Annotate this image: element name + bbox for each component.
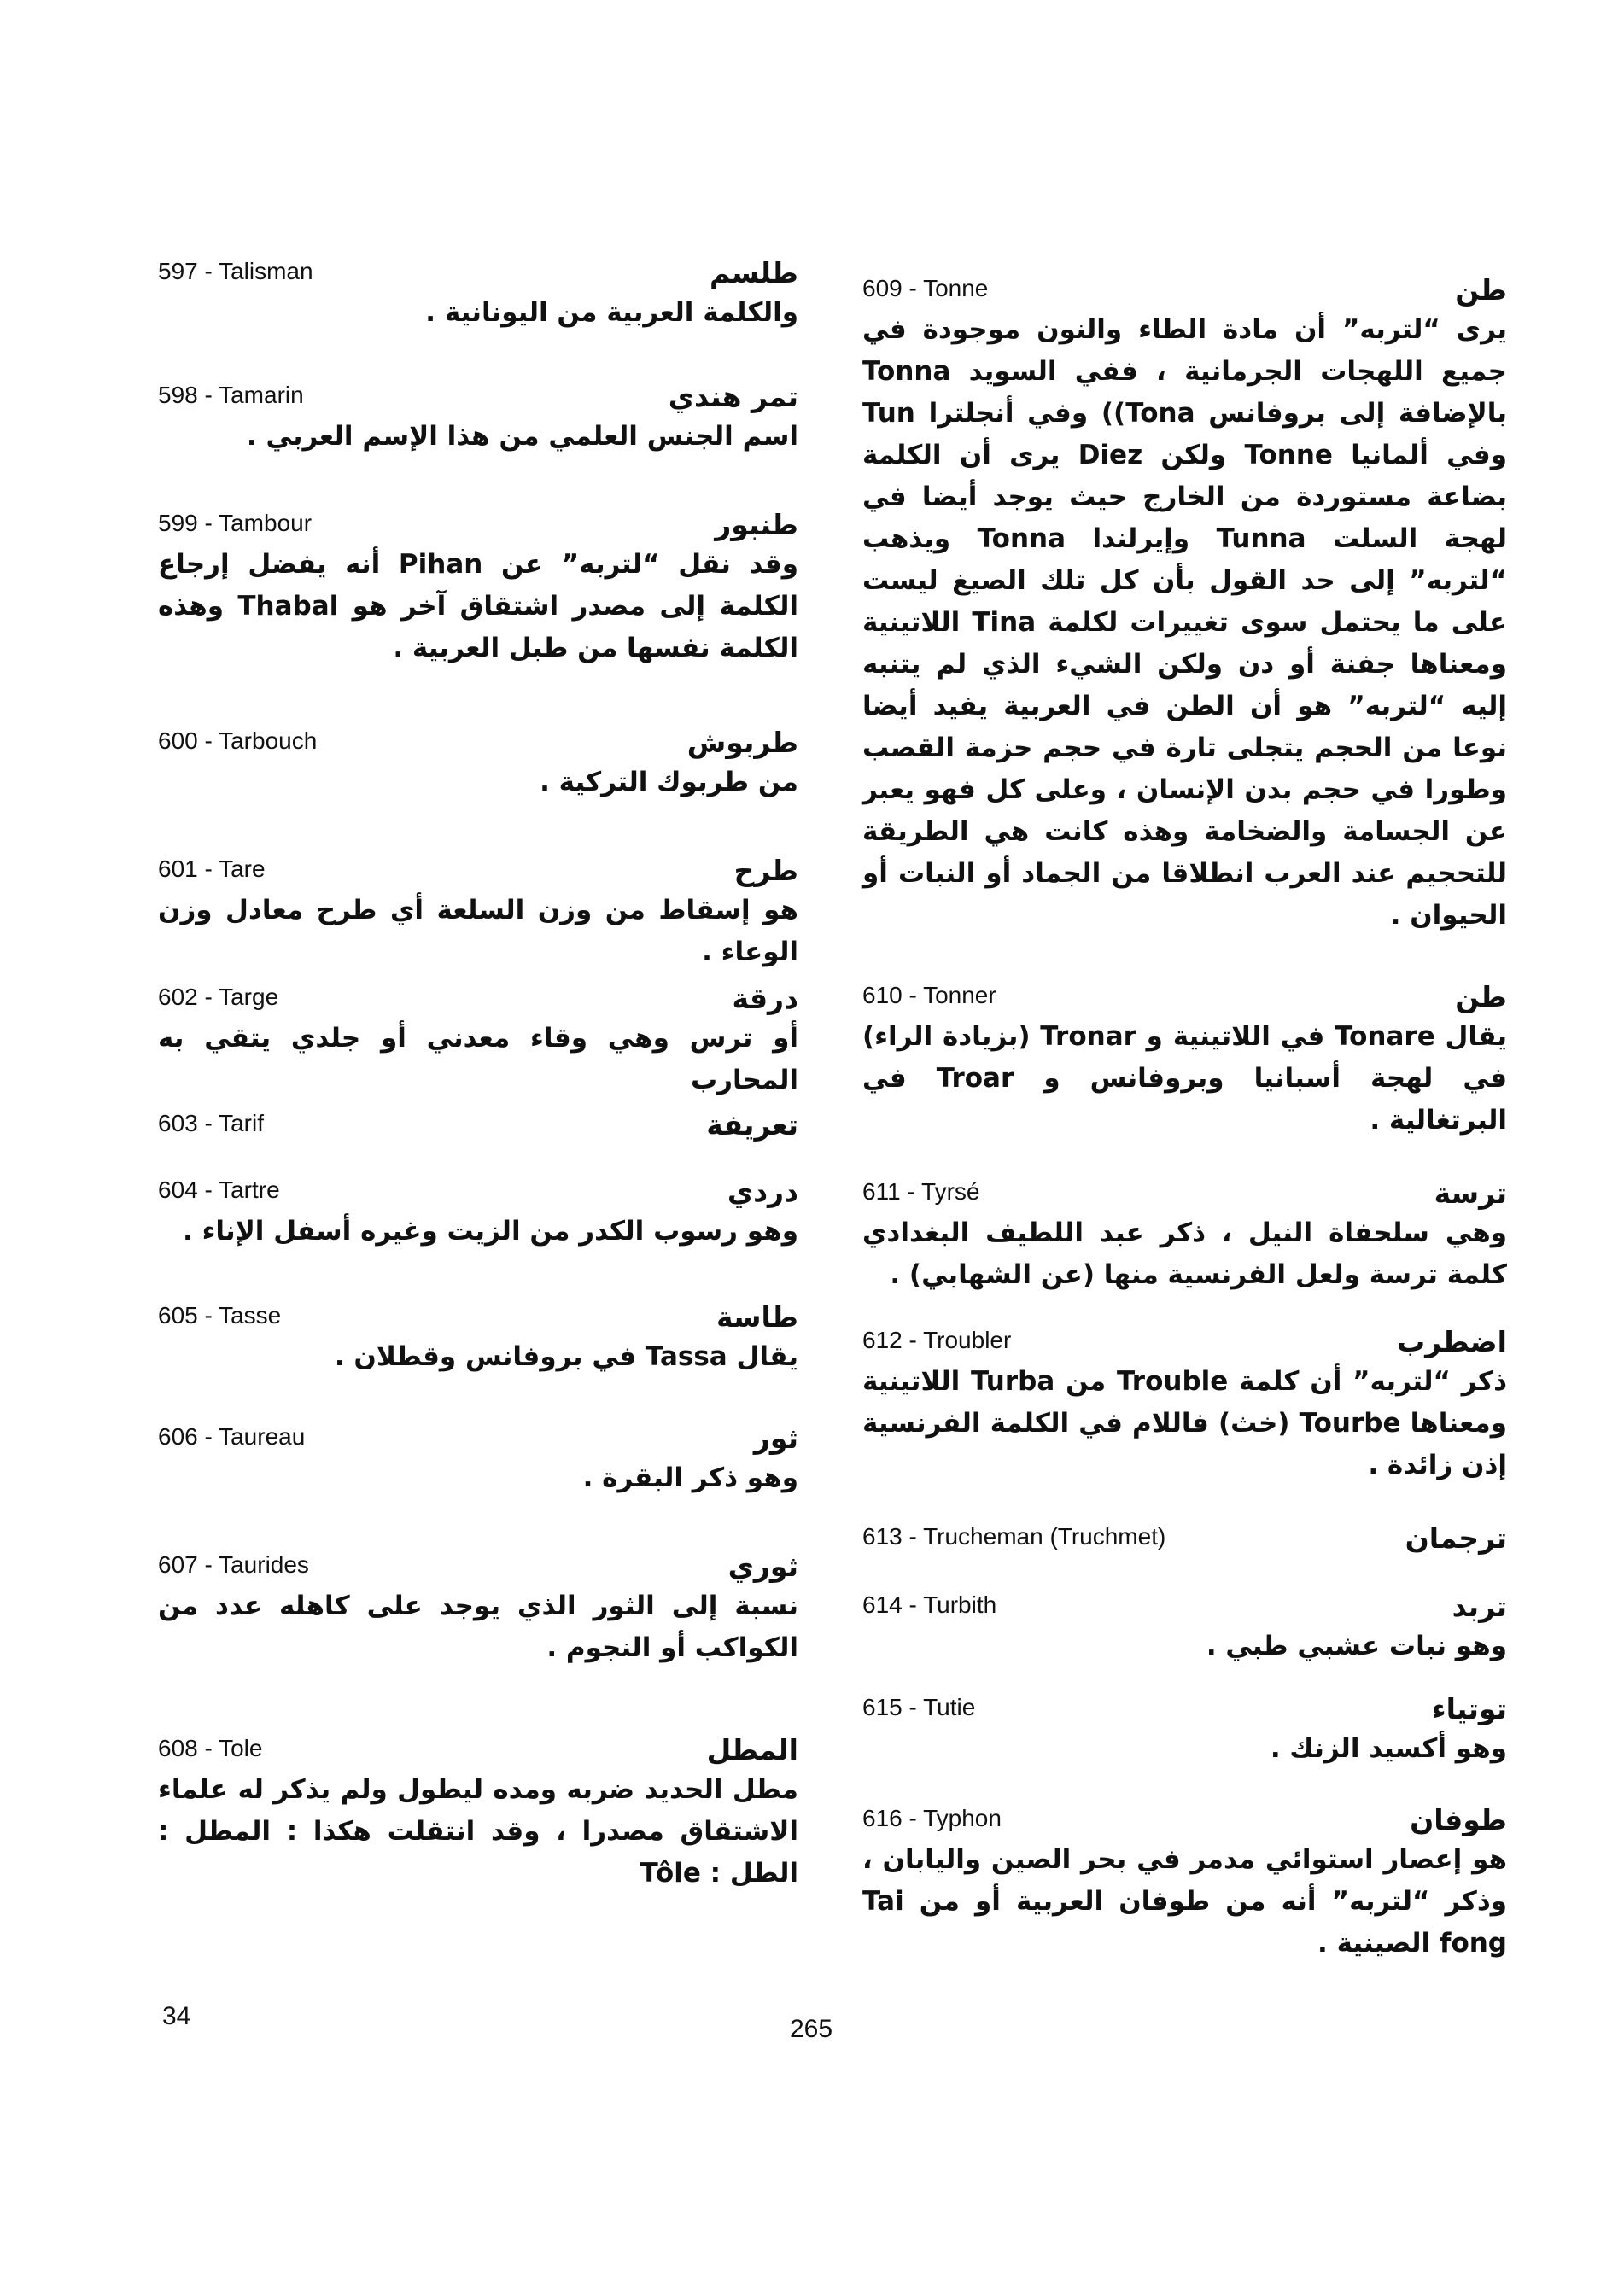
entry-number: 602 - Targe — [158, 984, 279, 1010]
entry-word: طن — [1455, 273, 1507, 307]
entry-599 — [158, 508, 798, 669]
entry-616 — [862, 1803, 1507, 1965]
entry-number: 604 - Tartre — [158, 1177, 280, 1203]
entry-number: 597 - Talisman — [158, 258, 313, 284]
entry-number: 598 - Tamarin — [158, 382, 304, 408]
entry-number: 612 - Troubler — [862, 1327, 1012, 1353]
entry-body: يرى “لتربه” أن مادة الطاء والنون موجودة في جميع اللهجات الجرمانية ، ففي السويد Tonna بالإضافة إلى بروفانس Tona)) وفي أنجلترا Tun وفي ألمانيا Tonne ولكن Diez يرى أن الكلمة بضاعة مستوردة من الخارج حيث يوجد أيضا في لهجة السلت Tunna وإيرلندا Tonna ويذهب “لتربه” إلى حد القول بأن كل تلك الصيغ ليست على ما يحتمل سوى تغييرات لكلمة Tina اللاتينية ومعناها جفنة أو دن ولكن الشيء الذي لم يتنبه إليه “لتربه” هو أن الطن في العربية يفيد أيضا نوعا من الحجم يتجلى تارة في حجم حزمة القصب وطورا في حجم بدن الإنسان ، وعلى كل فهو يعبر عن الجسامة والضخامة وهذه كانت هي الطريقة للتحجيم عند العرب انطلاقا من الجماد أو النبات أو الحيوان . — [862, 314, 1508, 931]
entry-word: تربد — [1452, 1590, 1507, 1623]
entry-word: طاسة — [716, 1300, 798, 1334]
entry-body: نسبة إلى الثور الذي يوجد على كاهله عدد من الكواكب أو النجوم . — [158, 1591, 798, 1663]
entry-number: 606 - Taureau — [158, 1423, 306, 1450]
page-number-left: 34 — [162, 2002, 191, 2030]
entry-611 — [862, 1177, 1507, 1296]
entry-number: 611 - Tyrsé — [862, 1178, 980, 1205]
entry-602 — [158, 982, 798, 1101]
entry-word: دردي — [727, 1175, 798, 1208]
entry-word: تمر هندي — [668, 380, 798, 413]
entry-number: 600 - Tarbouch — [158, 727, 318, 754]
entry-number: 609 - Tonne — [862, 275, 989, 301]
entry-body: وهي سلحفاة النيل ، ذكر عبد اللطيف البغدادي كلمة ترسة ولعل الفرنسية منها (عن الشهابي) . — [862, 1217, 1507, 1290]
entry-number: 615 - Tutie — [862, 1694, 976, 1720]
entry-body: وقد نقل “لتربه” عن Pihan أنه يفضل إرجاع الكلمة إلى مصدر اشتقاق آخر هو Thabal وهذه الكلمة نفسها من طبل العربية . — [158, 549, 798, 663]
entry-word: توتياء — [1431, 1692, 1507, 1725]
entry-word: المطل — [706, 1733, 798, 1766]
entry-614 — [862, 1590, 1507, 1667]
entry-body: وهو نبات عشبي طبي . — [1206, 1631, 1507, 1661]
entry-word: طرح — [733, 854, 798, 887]
entry-body: ذكر “لتربه” أن كلمة Trouble من Turba اللاتينية ومعناها Tourbe (خث) فاللام في الكلمة الفرنسية إذن زائدة . — [862, 1366, 1507, 1480]
entry-number: 610 - Tonner — [862, 982, 996, 1008]
entry-606 — [158, 1422, 798, 1499]
entry-605 — [158, 1300, 798, 1378]
entry-body: أو ترس وهي وقاء معدني أو جلدي يتقي به المحارب — [158, 1023, 798, 1095]
entry-body: مطل الحديد ضربه ومده ليطول ولم يذكر له علماء الاشتقاق مصدرا ، وقد انتقلت هكذا : المطل : الطل : Tôle — [158, 1774, 798, 1889]
entry-body: وهو أكسيد الزنك . — [1270, 1733, 1507, 1764]
entry-604 — [158, 1175, 798, 1252]
entry-613 — [862, 1521, 1507, 1557]
entry-body: من طربوك التركية . — [540, 767, 798, 797]
entry-612 — [862, 1325, 1507, 1486]
entry-body: وهو ذكر البقرة . — [582, 1463, 798, 1493]
entry-number: 601 - Tare — [158, 855, 266, 882]
entry-603 — [158, 1108, 798, 1144]
entry-word: طربوش — [686, 726, 798, 759]
entry-body: وهو رسوب الكدر من الزيت وغيره أسفل الإناء . — [183, 1216, 798, 1247]
entry-609 — [862, 273, 1507, 937]
entry-615 — [862, 1692, 1507, 1770]
entry-610 — [862, 980, 1507, 1142]
page-number-center: 265 — [790, 2015, 833, 2043]
entry-601 — [158, 854, 798, 973]
entry-body: يقال Tonare في اللاتينية و Tronar (بزيادة الراء) في لهجة أسبانيا وبروفانس و Troar في البرتغالية . — [862, 1021, 1507, 1136]
entry-body: والكلمة العربية من اليونانية . — [425, 297, 798, 328]
entry-number: 603 - Tarif — [158, 1110, 264, 1136]
entry-607 — [158, 1550, 798, 1669]
entry-number: 613 - Trucheman (Truchmet) — [862, 1523, 1166, 1550]
entry-597 — [158, 256, 798, 334]
entry-word: ترجمان — [1405, 1521, 1507, 1555]
entry-word: درقة — [732, 982, 798, 1015]
entry-word: طنبور — [715, 508, 798, 541]
entry-body: يقال Tassa في بروفانس وقطلان . — [334, 1341, 798, 1372]
entry-word: طلسم — [709, 256, 798, 289]
entry-number: 605 - Tasse — [158, 1302, 282, 1328]
entry-word: ثور — [753, 1422, 798, 1455]
entry-word: طن — [1455, 980, 1507, 1013]
entry-number: 599 - Tambour — [158, 510, 313, 536]
entry-598 — [158, 380, 798, 458]
entry-number: 614 - Turbith — [862, 1591, 997, 1618]
entry-608 — [158, 1733, 798, 1895]
entry-600 — [158, 726, 798, 803]
entry-word: ترسة — [1434, 1177, 1507, 1210]
entry-number: 607 - Taurides — [158, 1551, 309, 1578]
entry-body: اسم الجنس العلمي من هذا الإسم العربي . — [246, 421, 798, 452]
entry-body: هو إسقاط من وزن السلعة أي طرح معادل وزن الوعاء . — [158, 895, 798, 967]
entry-word: اضطرب — [1396, 1325, 1507, 1358]
entry-number: 608 - Tole — [158, 1735, 263, 1761]
entry-body: هو إعصار استوائي مدمر في بحر الصين واليابان ، وذكر “لتربه” أنه من طوفان العربية أو من Tai fong الصينية . — [862, 1844, 1507, 1959]
entry-number: 616 - Typhon — [862, 1805, 1002, 1831]
entry-word: ثوري — [727, 1550, 798, 1583]
entry-word: تعريفة — [706, 1108, 798, 1142]
entry-word: طوفان — [1410, 1803, 1507, 1836]
